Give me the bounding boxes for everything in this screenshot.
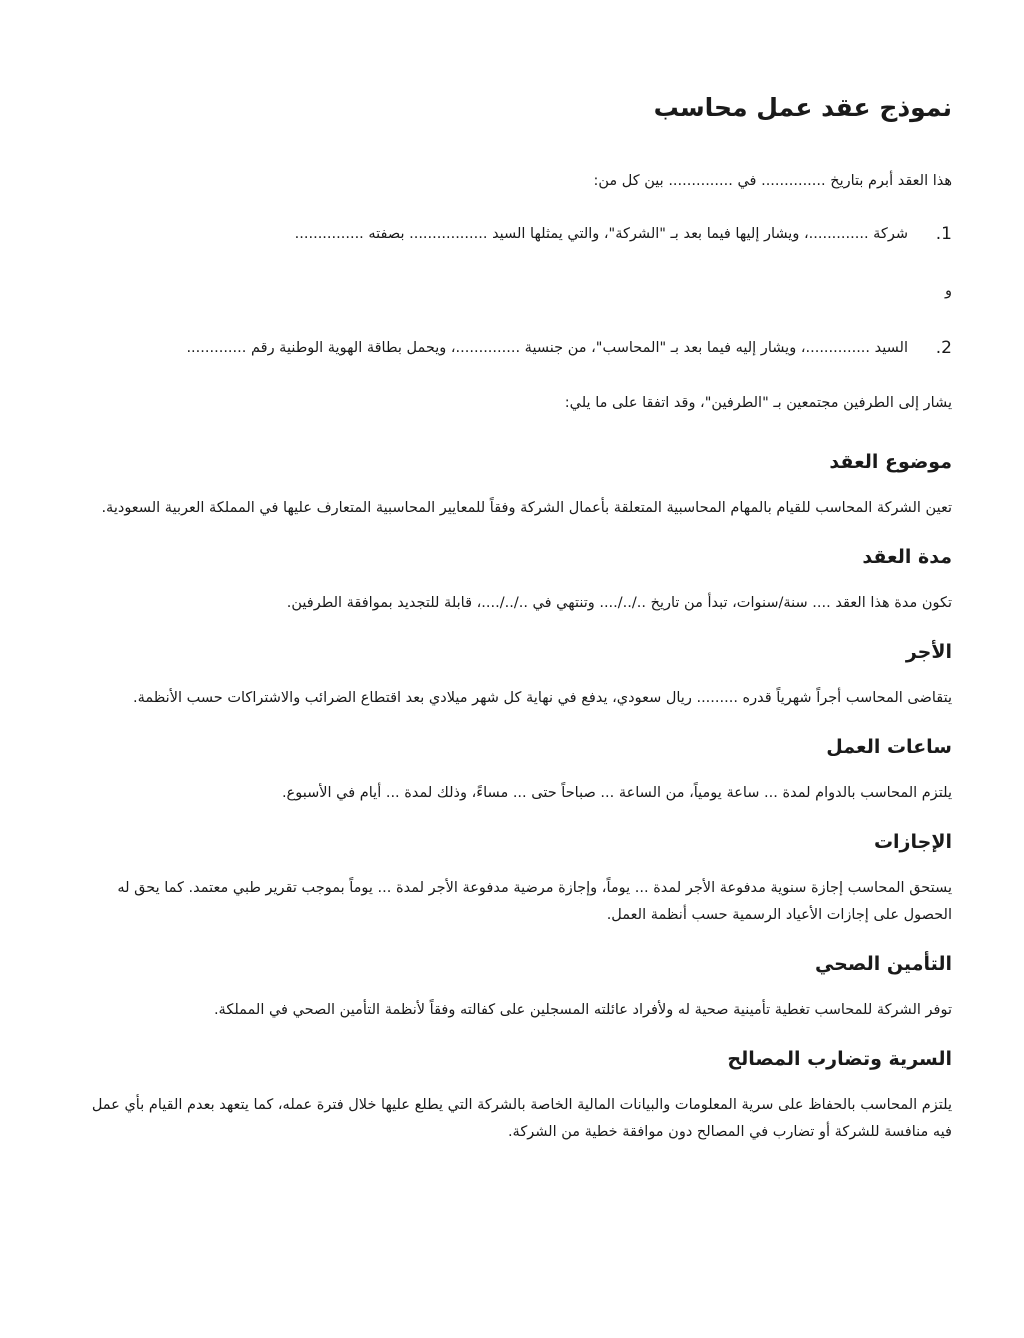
party-number: 1. xyxy=(935,224,952,244)
section-body: توفر الشركة للمحاسب تغطية تأمينية صحية له ولأفراد عائلته المسجلين على كفالته وفقاً لأنظمة التأمين الصحي في المملكة. xyxy=(213,1002,952,1018)
section-heading: موضوع العقد xyxy=(829,451,952,473)
conjunction: و xyxy=(944,283,952,299)
section-body: تكون مدة هذا العقد .... سنة/سنوات، تبدأ من تاريخ ../../.... وتنتهي في ../../....، قابلة للتجديد بموافقة الطرفين. xyxy=(286,595,952,611)
section-working-hours xyxy=(72,732,952,807)
section-body: تعين الشركة المحاسب للقيام بالمهام المحاسبية المتعلقة بأعمال الشركة وفقاً للمعايير المحاسبية المتعارف عليها في المملكة العربية السعودية. xyxy=(101,500,952,516)
section-heading: ساعات العمل xyxy=(826,736,952,758)
party-text: شركة .............، ويشار إليها فيما بعد بـ "الشركة"، والتي يمثلها السيد ................. بصفته ............... xyxy=(294,226,908,242)
section-confidentiality xyxy=(72,1044,952,1146)
party-item-accountant xyxy=(72,335,952,362)
section-salary xyxy=(72,637,952,712)
section-heading: الأجر xyxy=(905,641,952,663)
section-body: يتقاضى المحاسب أجراً شهرياً قدره ......... ريال سعودي، يدفع في نهاية كل شهر ميلادي بعد اقتطاع الضرائب والاشتراكات حسب الأنظمة. xyxy=(133,690,952,706)
section-heading: السرية وتضارب المصالح xyxy=(727,1048,952,1070)
section-heading: مدة العقد xyxy=(862,546,952,568)
section-body: يلتزم المحاسب بالحفاظ على سرية المعلومات والبيانات المالية الخاصة بالشركة التي يطلع عليها خلال فترة عمله، كما يتعهد بعدم القيام بأي عمل فيه منافسة للشركة أو تضارب في المصالح دون موافقة خطية من الشركة. xyxy=(91,1097,952,1140)
section-heading: التأمين الصحي xyxy=(814,953,952,975)
section-body: يستحق المحاسب إجازة سنوية مدفوعة الأجر لمدة ... يوماً، وإجازة مرضية مدفوعة الأجر لمدة ... يوماً بموجب تقرير طبي معتمد. كما يحق له الحصول على إجازات الأعياد الرسمية حسب أنظمة العمل. xyxy=(117,880,952,923)
parties-note: يشار إلى الطرفين مجتمعين بـ "الطرفين"، وقد اتفقا على ما يلي: xyxy=(564,395,952,411)
party-item-company xyxy=(72,221,952,248)
section-leave xyxy=(72,827,952,929)
contract-intro: هذا العقد أبرم بتاريخ .............. في .............. بين كل من: xyxy=(593,173,952,189)
section-subject xyxy=(72,447,952,522)
party-text: السيد ..............، ويشار إليه فيما بعد بـ "المحاسب"، من جنسية ..............، ويحمل بطاقة الهوية الوطنية رقم ............. xyxy=(186,340,908,356)
section-heading: الإجازات xyxy=(873,831,952,853)
document-title: نموذج عقد عمل محاسب xyxy=(653,93,952,122)
section-duration xyxy=(72,542,952,617)
section-body: يلتزم المحاسب بالدوام لمدة ... ساعة يومياً، من الساعة ... صباحاً حتى ... مساءً، وذلك لمدة ... أيام في الأسبوع. xyxy=(281,785,952,801)
party-number: 2. xyxy=(935,338,952,358)
section-health-insurance xyxy=(72,949,952,1024)
